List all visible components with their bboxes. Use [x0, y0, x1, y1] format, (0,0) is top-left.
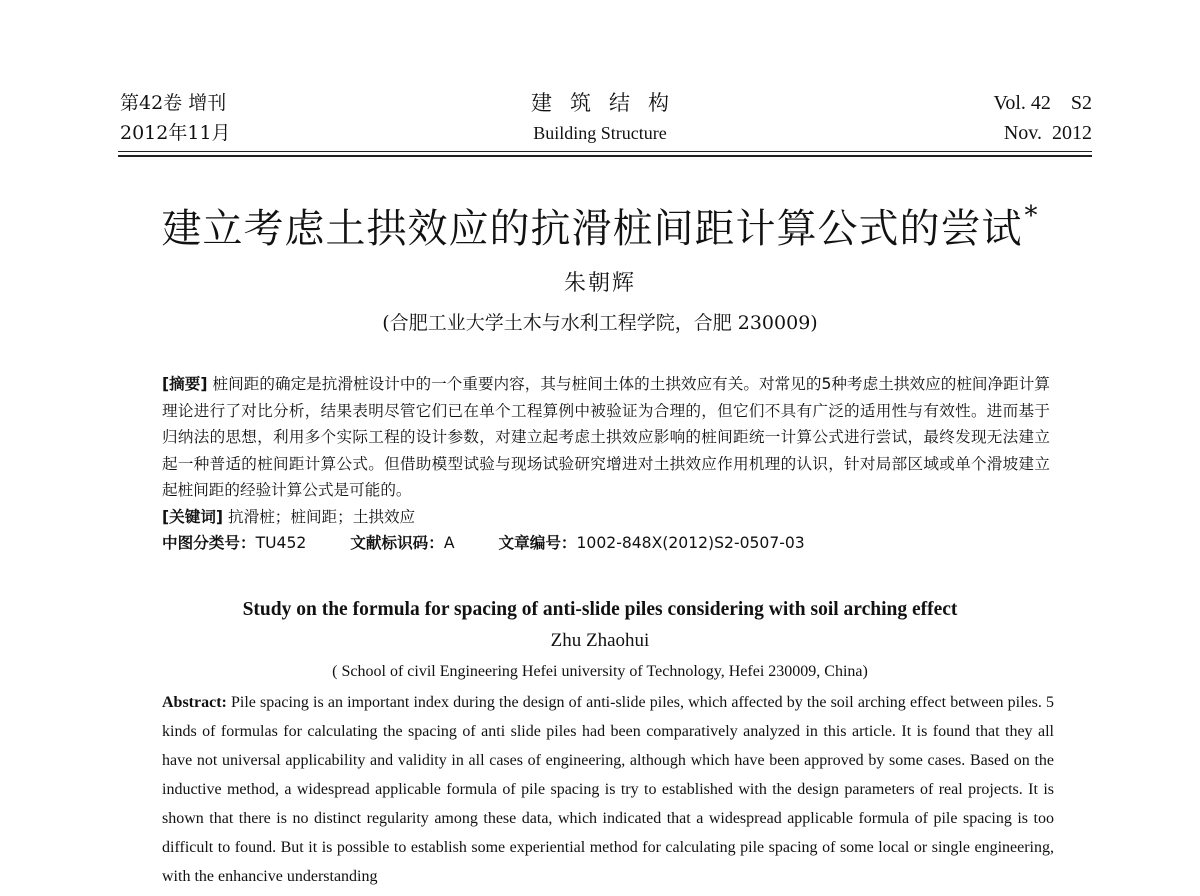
classification-line	[162, 530, 1050, 557]
affiliation-en: ( School of civil Engineering Hefei university of Technology, Hefei 230009, China)	[332, 663, 868, 680]
abstract-en	[162, 688, 1054, 891]
header-rule-thin	[118, 151, 1092, 152]
author-name-en: Zhu Zhaohui	[550, 630, 650, 651]
abstract-block-en	[162, 688, 1054, 891]
keywords-label-cn: [关键词]	[162, 507, 224, 526]
article-number-value: 1002-848X(2012)S2-0507-03	[576, 534, 805, 552]
author-name-cn: 朱朝辉	[563, 271, 636, 296]
header-volume-info	[993, 88, 1092, 148]
header-volume-cn: 第42卷 增刊	[120, 92, 227, 114]
abstract-block-cn	[162, 371, 1050, 557]
title-footnote-mark: *	[1024, 201, 1039, 231]
abstract-text-en: Pile spacing is an important index during the design of anti-slide piles, which affected by the soil arching effect between piles. 5 kinds of formulas for calculating the spacing of anti slide piles had been comparatively analyzed in this article. It is found that they all have not universal applicability and validity in all cases of engineering, although which have been approved by some cases. Based on the inductive method, a widespread applicable formula of pile spacing is try to established with the design parameters of real projects. It is shown that there is no distinct regularity among these data, which indicated that a widespread applicable formula of pile spacing is too difficult to found. But it is possible to establish some experiential method for calculating pile spacing of some local or single engineering, with the enhancive understanding	[162, 694, 1055, 885]
document-code-label: 文献标识码：	[350, 534, 444, 552]
header-date-cn: 2012年11月	[120, 122, 231, 144]
abstract-label-en: Abstract:	[162, 694, 227, 711]
affiliation-cn: (合肥工业大学土木与水利工程学院，合肥 230009)	[382, 312, 818, 334]
article-number	[499, 530, 805, 557]
journal-name-cn: 建筑结构	[531, 91, 687, 115]
abstract-label-cn: [摘要]	[162, 375, 208, 393]
document-code	[350, 530, 454, 557]
header-date-en: Nov. 2012	[1003, 122, 1092, 144]
document-code-value: A	[443, 534, 455, 552]
header-volume-en: Vol. 42 S2	[993, 92, 1092, 114]
header-rule-thick	[118, 155, 1092, 157]
clc-label: 中图分类号：	[162, 534, 256, 552]
paper-title-text: 建立考虑土拱效应的抗滑桩间距计算公式的尝试	[161, 206, 1023, 252]
keywords-text-cn: 抗滑桩；桩间距；土拱效应	[228, 507, 416, 526]
abstract-cn	[162, 371, 1050, 504]
journal-name-en: Building Structure	[533, 123, 667, 143]
clc-number	[162, 530, 306, 557]
abstract-text-cn: 桩间距的确定是抗滑桩设计中的一个重要内容，其与桩间土体的土拱效应有关。对常见的5种考虑土拱效应的桩间净距计算理论进行了对比分析，结果表明尽管它们已在单个工程算例中被验证为合理的，但它们不具有广泛的适用性与有效性。进而基于归纳法的思想，利用多个实际工程的设计参数，对建立起考虑土拱效应影响的桩间距统一计算公式进行尝试，最终发现无法建立起一种普适的桩间距计算公式。但借助模型试验与现场试验研究增进对土拱效应作用机理的认识，针对局部区域或单个滑坡建立起桩间距的经验计算公式是可能的。	[162, 375, 1050, 499]
keywords-cn	[162, 504, 1050, 531]
paper-title-cn	[0, 188, 1200, 257]
clc-value: TU452	[255, 534, 307, 552]
paper-title-en: Study on the formula for spacing of anti-slide piles considering with soil arching effect	[242, 599, 958, 620]
article-number-label: 文章编号：	[498, 534, 577, 552]
